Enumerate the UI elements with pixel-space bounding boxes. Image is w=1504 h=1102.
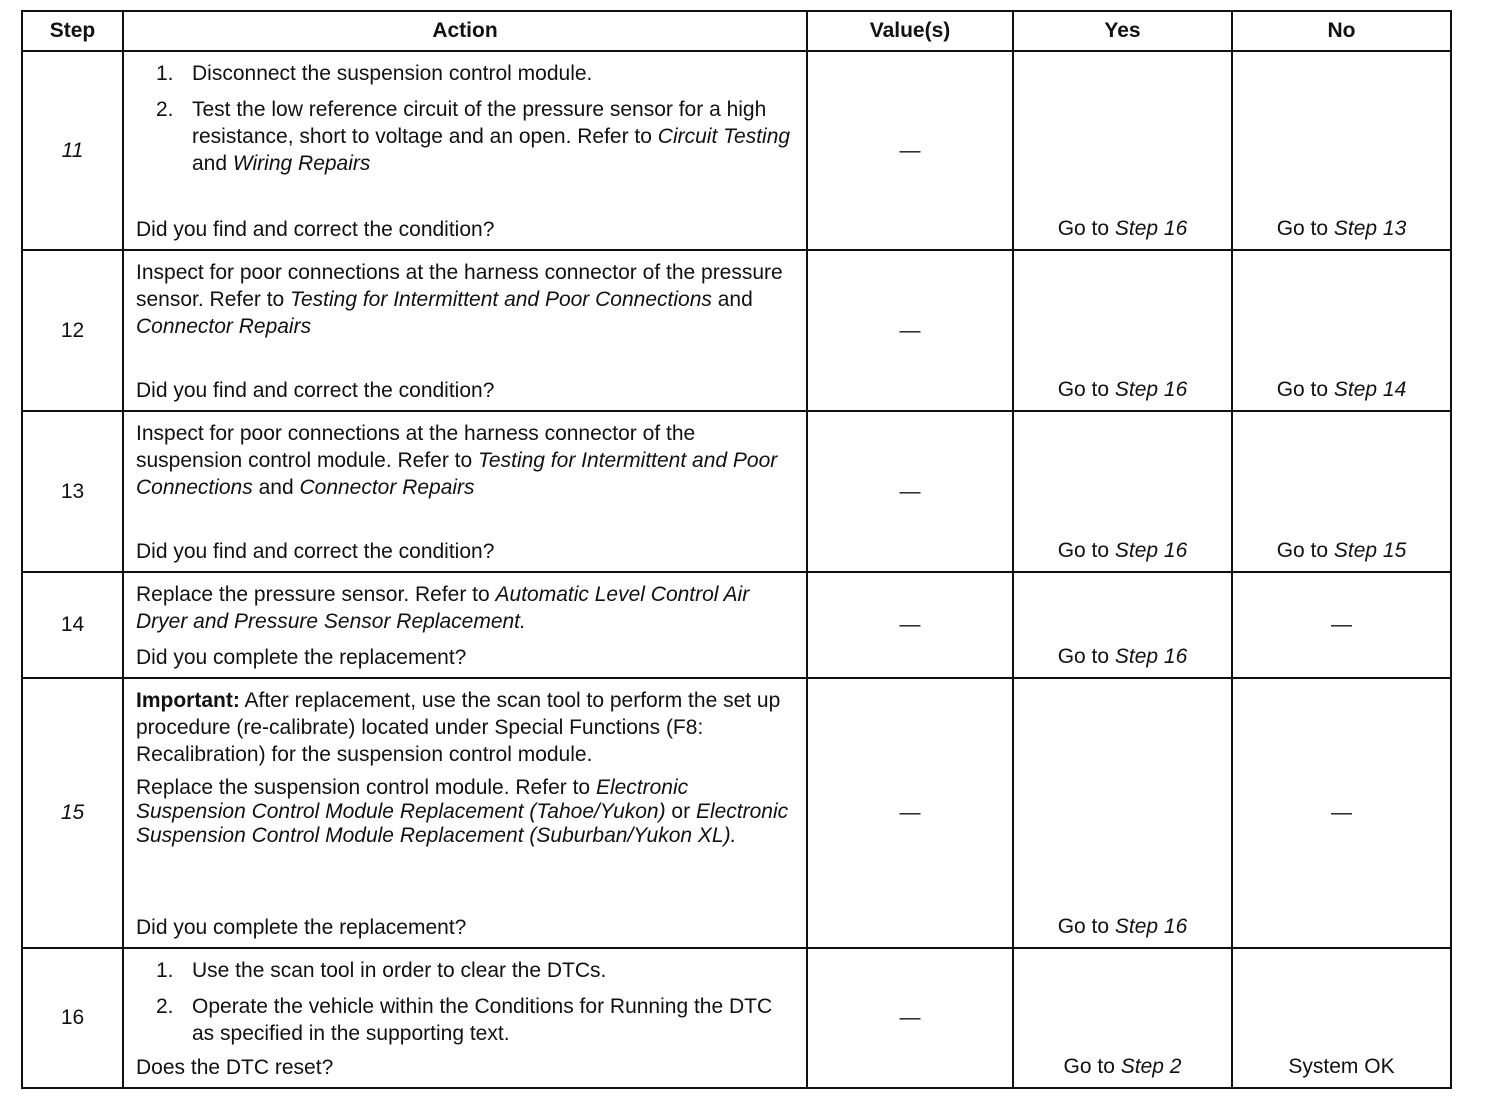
action-cell — [123, 411, 807, 572]
action-text — [136, 581, 796, 635]
list-item — [136, 957, 796, 984]
action-body: and — [252, 476, 300, 499]
action-text — [136, 420, 796, 501]
value-cell: — — [807, 678, 1013, 948]
yes-step-link[interactable]: Step 2 — [1120, 1055, 1182, 1078]
header-row — [22, 11, 1451, 51]
action-cell — [123, 948, 807, 1088]
action-text — [136, 259, 796, 340]
goto-text: Go to — [1057, 539, 1115, 562]
reference-link[interactable]: Connector Repairs — [136, 315, 312, 338]
yes-step-link[interactable]: Step 16 — [1114, 539, 1188, 562]
yes-step-link[interactable]: Step 16 — [1114, 217, 1188, 240]
step-number: 11 — [22, 51, 123, 250]
value-cell: — — [807, 572, 1013, 678]
action-body: Inspect for poor connections at the harness connector of the suspension control module. Refer to — [136, 422, 696, 472]
no-cell: — — [1232, 572, 1451, 678]
yes-cell — [1013, 250, 1232, 411]
action-cell — [123, 51, 807, 250]
header-no: No — [1232, 11, 1451, 51]
step-number: 15 — [22, 678, 123, 948]
question-text: Did you complete the replacement? — [136, 916, 467, 939]
yes-cell — [1013, 678, 1232, 948]
list-item — [136, 993, 796, 1047]
header-action: Action — [123, 11, 807, 51]
action-text — [136, 776, 796, 848]
action-body: and — [711, 288, 753, 311]
value-cell: — — [807, 250, 1013, 411]
action-body: or — [665, 800, 696, 823]
goto-text: Go to — [1057, 645, 1115, 668]
no-step-link[interactable]: Step 15 — [1333, 539, 1407, 562]
important-text: After replacement, use the scan tool to perform the set up procedure (re-calibrate) located under Special Functions (F8: Recalibration) for the suspension control module. — [136, 689, 781, 766]
yes-step-link[interactable]: Step 16 — [1114, 645, 1188, 668]
important-label: Important: — [136, 689, 240, 712]
yes-cell — [1013, 411, 1232, 572]
action-cell — [123, 250, 807, 411]
question-text: Did you find and correct the condition? — [136, 218, 495, 241]
item-text: Operate the vehicle within the Conditions for Running the DTC as specified in the supporting text. — [192, 995, 773, 1045]
reference-link[interactable]: Electronic Suspension Control Module Replacement (Suburban/Yukon XL). — [136, 800, 789, 847]
reference-link[interactable]: Automatic Level Control Air Dryer and Pressure Sensor Replacement. — [136, 583, 750, 633]
yes-cell — [1013, 572, 1232, 678]
value-cell: — — [807, 411, 1013, 572]
item-text: Disconnect the suspension control module. — [192, 62, 593, 85]
goto-text: Go to — [1276, 378, 1334, 401]
reference-link[interactable]: Testing for Intermittent and Poor Connections — [290, 288, 712, 311]
yes-cell — [1013, 51, 1232, 250]
goto-text: Go to — [1057, 217, 1115, 240]
yes-cell — [1013, 948, 1232, 1088]
item-number: 2. — [156, 98, 174, 121]
step-number: 16 — [22, 948, 123, 1088]
reference-link[interactable]: Testing for Intermittent and Poor Connections — [136, 449, 778, 499]
action-body: Inspect for poor connections at the harness connector of the pressure sensor. Refer to — [136, 261, 783, 311]
table-row-step-16 — [22, 948, 1451, 1088]
header-yes: Yes — [1013, 11, 1232, 51]
question-text: Did you complete the replacement? — [136, 646, 467, 669]
table-row-step-14 — [22, 572, 1451, 678]
diagnostic-table — [21, 10, 1452, 1089]
action-cell — [123, 678, 807, 948]
reference-link[interactable]: Connector Repairs — [299, 476, 475, 499]
table-row-step-12 — [22, 250, 1451, 411]
header-step: Step — [22, 11, 123, 51]
item-text: Use the scan tool in order to clear the DTCs. — [192, 959, 607, 982]
action-body: Replace the suspension control module. Refer to — [136, 776, 596, 799]
yes-step-link[interactable]: Step 16 — [1114, 378, 1188, 401]
step-number: 12 — [22, 250, 123, 411]
value-cell: — — [807, 948, 1013, 1088]
no-cell: System OK — [1232, 948, 1451, 1088]
step-number: 14 — [22, 572, 123, 678]
no-cell — [1232, 250, 1451, 411]
table-row-step-15 — [22, 678, 1451, 948]
goto-text: Go to — [1063, 1055, 1121, 1078]
action-list — [136, 957, 796, 1047]
table-row-step-11 — [22, 51, 1451, 250]
no-cell — [1232, 51, 1451, 250]
question-text: Did you find and correct the condition? — [136, 540, 495, 563]
table-row-step-13 — [22, 411, 1451, 572]
reference-link[interactable]: Wiring Repairs — [232, 152, 371, 175]
item-number: 2. — [156, 995, 174, 1018]
header-values: Value(s) — [807, 11, 1013, 51]
no-step-link[interactable]: Step 13 — [1333, 217, 1407, 240]
goto-text: Go to — [1057, 378, 1115, 401]
goto-text: Go to — [1276, 217, 1334, 240]
goto-text: Go to — [1057, 915, 1115, 938]
reference-link[interactable]: Circuit Testing — [657, 125, 791, 148]
reference-link[interactable]: Electronic Suspension Control Module Replacement (Tahoe/Yukon) — [136, 776, 689, 823]
value-cell: — — [807, 51, 1013, 250]
question-text: Did you find and correct the condition? — [136, 379, 495, 402]
step-number: 13 — [22, 411, 123, 572]
goto-text: Go to — [1276, 539, 1334, 562]
item-text: and — [192, 152, 233, 175]
action-body: Replace the pressure sensor. Refer to — [136, 583, 496, 606]
list-item — [136, 60, 796, 87]
action-cell — [123, 572, 807, 678]
important-note — [136, 687, 796, 768]
no-step-link[interactable]: Step 14 — [1333, 378, 1407, 401]
yes-step-link[interactable]: Step 16 — [1114, 915, 1188, 938]
no-cell: — — [1232, 678, 1451, 948]
no-cell — [1232, 411, 1451, 572]
item-number: 1. — [156, 959, 174, 982]
list-item — [136, 96, 796, 177]
item-text: Test the low reference circuit of the pressure sensor for a high resistance, short to voltage and an open. Refer to — [192, 98, 767, 148]
item-number: 1. — [156, 62, 174, 85]
action-list — [136, 60, 796, 177]
question-text: Does the DTC reset? — [136, 1056, 334, 1079]
